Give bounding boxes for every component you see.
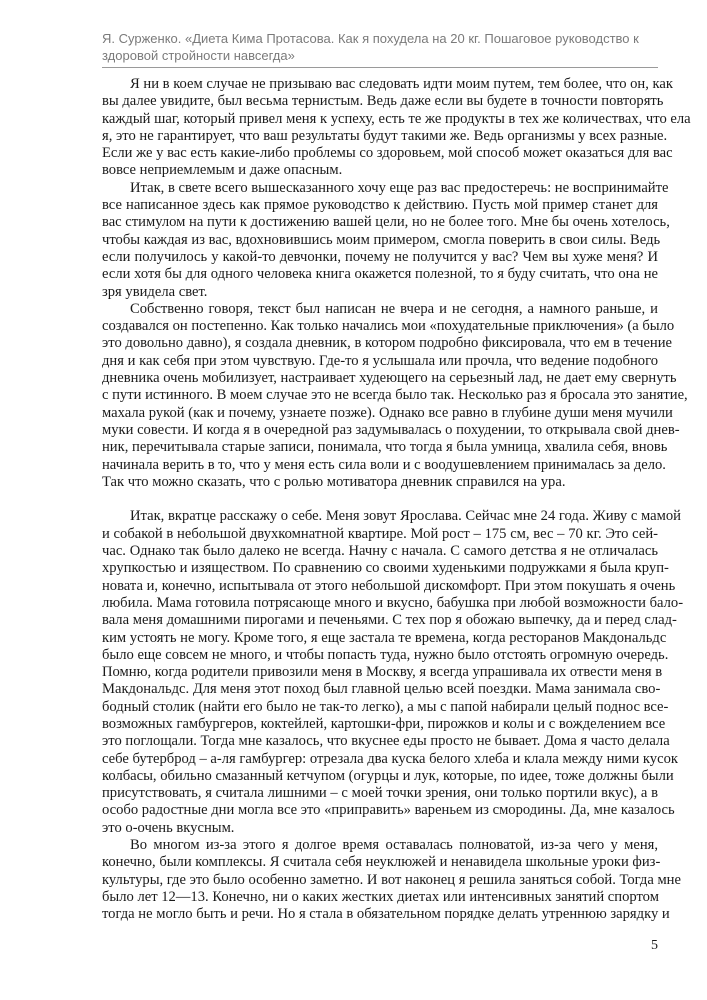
- text-line: махала рукой (как и почему, узнаете позже). Однако все равно в глубине души меня мучили: [102, 404, 673, 421]
- document-body: [102, 76, 691, 924]
- text-line: зря увидела свет.: [102, 283, 208, 300]
- text-line: культуры, где это было особенно заметно. И вот наконец я решила заняться собой. Тогда мне: [102, 871, 681, 888]
- text-line: конечно, были комплексы. Я считала себя неуклюжей и ненавидела школьные уроки физ-: [102, 854, 661, 871]
- text-line: себе бутерброд – а-ля гамбургер: отрезала два куска белого хлеба и клала между ними кусок: [102, 750, 678, 767]
- text-line: было еще совсем не много, и чтобы попасть туда, нужно было отстоять огромную очередь.: [102, 646, 669, 663]
- header-divider: [102, 67, 658, 68]
- paragraph: [102, 179, 670, 301]
- text-line: любила. Мама готовила потрясающе много и вкусно, бабушка при любой возможности бало-: [102, 594, 684, 611]
- text-line: бодный столик (найти его было не так-то легко), а мы с папой набирали целый поднос все-: [102, 698, 669, 715]
- text-line: новата и, конечно, испытывала от этого небольшой дискомфорт. При этом покушать я очень: [102, 577, 676, 594]
- text-line: хрупкостью и изяществом. По сравнению со своими худенькими подружками я была круп-: [102, 560, 669, 577]
- text-line: создавался он постепенно. Как только начались мои «похудательные приключения» (а было: [102, 318, 675, 335]
- text-line: ник, перечитывала старые записи, понимала, что тогда я была умница, хвалила себя, вновь: [102, 439, 668, 456]
- text-line: Собственно говоря, текст был написан не вчера и не сегодня, а намного раньше, и: [130, 300, 658, 317]
- text-line: это о-очень вкусным.: [102, 819, 235, 836]
- text-line: начинала верить в то, что у меня есть сила воли и с воодушевлением принималась за дело.: [102, 456, 666, 473]
- text-line: я, это не гарантирует, что ваш результаты будут такими же. Ведь организмы у всех разные.: [102, 127, 668, 144]
- text-line: дня и как себя при этом чувствую. Где-то я услышала или прочла, что ведение подобного: [102, 352, 658, 369]
- text-line: Макдональдс. Для меня этот поход был главной целью всей поездки. Мама занимала сво-: [102, 681, 661, 698]
- text-line: Если же у вас есть какие-либо проблемы со здоровьем, мой способ может оказаться для вас: [102, 145, 673, 162]
- text-line: час. Однако так было далеко не всегда. Начну с начала. С самого детства я не отличалась: [102, 543, 658, 560]
- text-line: возможных гамбургеров, коктейлей, картошки-фри, пирожков и колы и с вожделением все: [102, 715, 666, 732]
- text-line: это довольно давно), я создала дневник, в котором подробно фиксировала, что ем в течение: [102, 335, 673, 352]
- text-line: все написанное здесь как прямое руководство к действию. Пусть мой пример станет для: [102, 197, 658, 214]
- text-line: особо радостные дни могла все это «приправить» вареньем из смородины. Да, мне казалось: [102, 802, 675, 819]
- text-line: ким устоять не могу. Кроме того, я еще застала те времена, когда ресторанов Макдональдс: [102, 629, 667, 646]
- text-line: колбасы, обильно смазанный кетчупом (огурцы и лук, которые, по идее, тоже должны были: [102, 767, 674, 784]
- text-line: и собакой в небольшой двухкомнатной квартире. Мой рост – 175 см, вес – 70 кг. Это сей-: [102, 525, 658, 542]
- text-line: тогда не могло быть и речи. Но я стала в обязательном порядке делать утреннюю зарядку и: [102, 906, 670, 923]
- text-line: было лет 12—13. Конечно, ни о каких жестких диетах или интенсивных занятий спортом: [102, 888, 659, 905]
- paragraph: [102, 837, 681, 923]
- text-line: чтобы каждая из вас, вдохновившись моим примером, смогла поверить в свои силы. Ведь: [102, 231, 661, 248]
- running-header: Я. Сурженко. «Диета Кима Протасова. Как я похудела на 20 кг. Пошаговое руководство к здоровой стройности навсегда»: [102, 31, 639, 63]
- text-line: вы далее увидите, был весьма тернистым. Ведь даже если вы будете в точности повторять: [102, 93, 664, 110]
- text-line: вас стимулом на пути к достижению вашей цели, но не более того. Мне бы очень хотелось,: [102, 214, 670, 231]
- text-line: Итак, в свете всего вышесказанного хочу еще раз вас предостеречь: не воспринимайте: [130, 179, 669, 196]
- text-line: муки совести. И когда я в очередной раз задумывалась о похудении, то открывала свой днев-: [102, 421, 680, 438]
- text-line: Во многом из-за этого я долгое время оставалась полноватой, из-за чего у меня,: [130, 837, 658, 854]
- page-number: 5: [651, 938, 658, 953]
- text-line: дневника очень мобилизует, настраивает худеющего на серьезный лад, не дает ему свернуть: [102, 370, 677, 387]
- text-line: если хотя бы для одного человека книга окажется полезной, то я буду считать, что она не: [102, 266, 658, 283]
- text-line: с пути истинного. В моем случае это не всегда было так. Несколько раз я бросала это занятие,: [102, 387, 688, 404]
- text-line: Я ни в коем случае не призываю вас следовать идти моим путем, тем более, что он, как: [130, 76, 673, 92]
- paragraph: [102, 508, 684, 837]
- text-line: если получилось у какой-то девчонки, почему не получится у вас? Чем вы хуже меня? И: [102, 248, 658, 265]
- text-line: Помню, когда родители привозили меня в Москву, я всегда упрашивала их отвести меня в: [102, 664, 663, 681]
- paragraph: [102, 300, 688, 491]
- text-line: вала меня домашними пирогами и печеньями. С тех пор я обожаю выпечку, да и перед слад-: [102, 612, 677, 629]
- text-line: присутствовать, я считала лишними – с моей точки зрения, они только портили вкус), а в: [102, 785, 658, 802]
- paragraph: [102, 76, 691, 180]
- text-line: Так что можно сказать, что с ролью мотиватора дневник справился на ура.: [102, 473, 566, 490]
- text-line: Итак, вкратце расскажу о себе. Меня зовут Ярослава. Сейчас мне 24 года. Живу с мамой: [130, 508, 681, 525]
- text-line: это поглощали. Тогда мне казалось, что вкуснее еды просто не бывает. Дома я часто делала: [102, 733, 670, 750]
- text-line: вовсе неприемлемым и даже опасным.: [102, 162, 343, 179]
- text-line: каждый шаг, который привел меня к успеху, есть те же продукты в тех же количествах, что ела: [102, 110, 691, 127]
